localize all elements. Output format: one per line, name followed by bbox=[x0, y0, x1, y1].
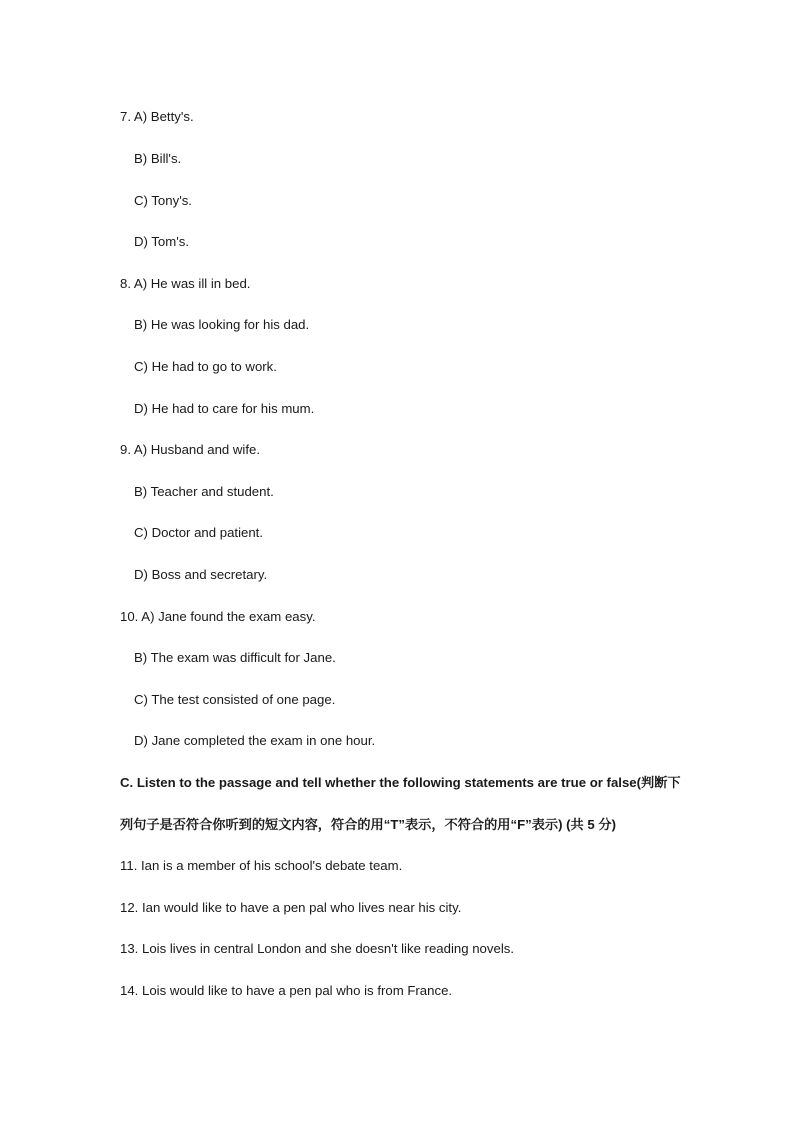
q8-option-a: 8. A) He was ill in bed. bbox=[120, 276, 251, 291]
q7-option-a: 7. A) Betty's. bbox=[120, 109, 194, 124]
q10-option-b: B) The exam was difficult for Jane. bbox=[134, 650, 336, 665]
q8-option-d: D) He had to care for his mum. bbox=[134, 401, 315, 416]
q10-option-c: C) The test consisted of one page. bbox=[134, 692, 336, 707]
section-c-heading-line2: 列句子是否符合你听到的短文内容，符合的用“T”表示，不符合的用“F”表示) (共 5 分) bbox=[120, 817, 616, 832]
statement-12: 12. Ian would like to have a pen pal who lives near his city. bbox=[120, 900, 462, 915]
statement-13: 13. Lois lives in central London and she doesn't like reading novels. bbox=[120, 941, 515, 956]
q7-option-b: B) Bill's. bbox=[134, 151, 182, 166]
q7-option-d: D) Tom's. bbox=[134, 234, 190, 249]
q10-option-a: 10. A) Jane found the exam easy. bbox=[120, 609, 316, 624]
q10-option-d: D) Jane completed the exam in one hour. bbox=[134, 733, 376, 748]
statement-11: 11. Ian is a member of his school's debate team. bbox=[120, 858, 403, 873]
q7-option-c: C) Tony's. bbox=[134, 193, 192, 208]
q8-option-c: C) He had to go to work. bbox=[134, 359, 277, 374]
section-c-heading-line1: C. Listen to the passage and tell whether the following statements are true or false(判断下 bbox=[120, 775, 681, 790]
q9-option-c: C) Doctor and patient. bbox=[134, 525, 264, 540]
statement-14: 14. Lois would like to have a pen pal who is from France. bbox=[120, 983, 453, 998]
q9-option-a: 9. A) Husband and wife. bbox=[120, 442, 261, 457]
q9-option-d: D) Boss and secretary. bbox=[134, 567, 268, 582]
q9-option-b: B) Teacher and student. bbox=[134, 484, 274, 499]
q8-option-b: B) He was looking for his dad. bbox=[134, 317, 310, 332]
